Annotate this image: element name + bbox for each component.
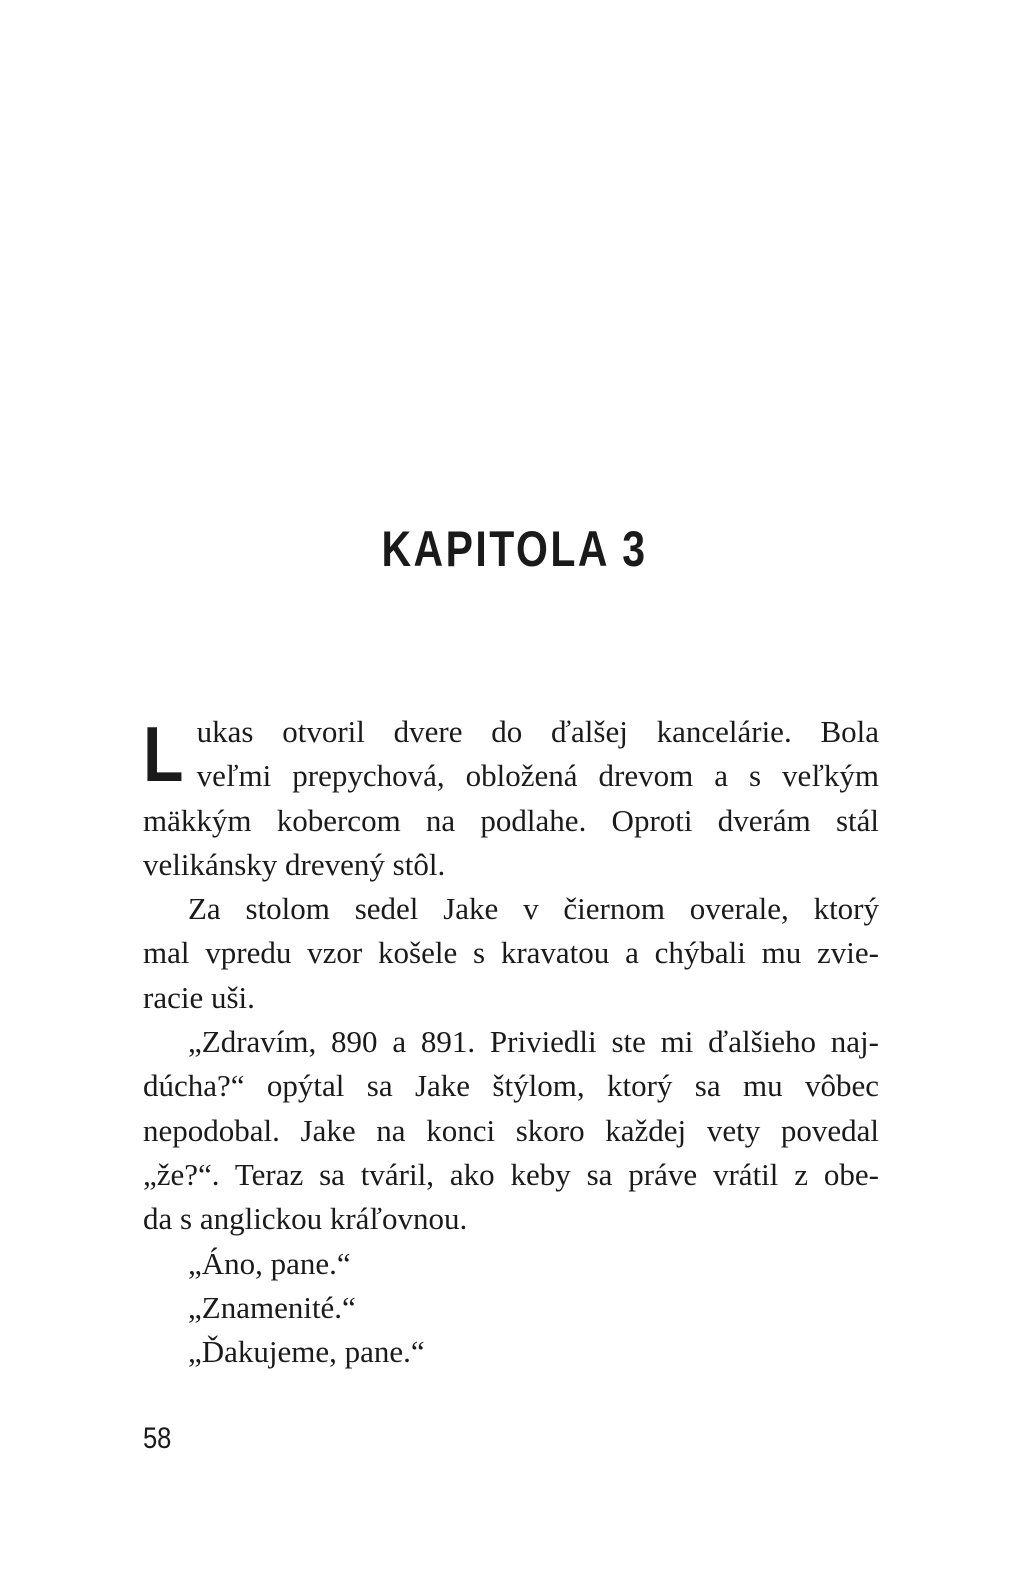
text-line: veľmi prepychová, obložená drevom a s veľkým — [196, 758, 879, 794]
paragraph-4 — [143, 1242, 879, 1286]
text-line: „že?“. Teraz sa tváril, ako keby sa práve vrátil z obe- — [143, 1156, 879, 1192]
text-line: Za stolom sedel Jake v čiernom overale, ktorý — [188, 891, 879, 927]
paragraph-3 — [143, 1020, 879, 1241]
text-line: nepodobal. Jake na konci skoro každej vety povedal — [143, 1112, 879, 1148]
text-line: „Zdravím, 890 a 891. Priviedli ste mi ďalšieho naj- — [188, 1024, 879, 1060]
text-line: „Ďakujeme, pane.“ — [188, 1334, 425, 1370]
page-number: 58 — [143, 1422, 172, 1455]
drop-cap: L — [143, 710, 184, 798]
text-line: mäkkým kobercom na podlahe. Oproti dverám stál — [143, 802, 879, 838]
body-text — [143, 710, 879, 1374]
text-line: mal vpredu vzor košele s kravatou a chýbali mu zvie- — [143, 935, 879, 971]
text-line: ukas otvoril dvere do ďalšej kancelárie. Bola — [196, 714, 879, 749]
text-line: racie uši. — [143, 979, 255, 1015]
text-line: dúcha?“ opýtal sa Jake štýlom, ktorý sa mu vôbec — [143, 1068, 879, 1104]
text-line: da s anglickou kráľovnou. — [143, 1201, 468, 1237]
text-line: „Znamenité.“ — [188, 1289, 356, 1325]
paragraph-1 — [143, 710, 879, 887]
paragraph-5 — [143, 1286, 879, 1330]
text-line: velikánsky drevený stôl. — [143, 846, 446, 882]
paragraph-2 — [143, 887, 879, 1020]
chapter-heading: KAPITOLA 3 — [381, 521, 648, 577]
paragraph-6 — [143, 1330, 879, 1374]
text-line: „Áno, pane.“ — [188, 1245, 351, 1281]
